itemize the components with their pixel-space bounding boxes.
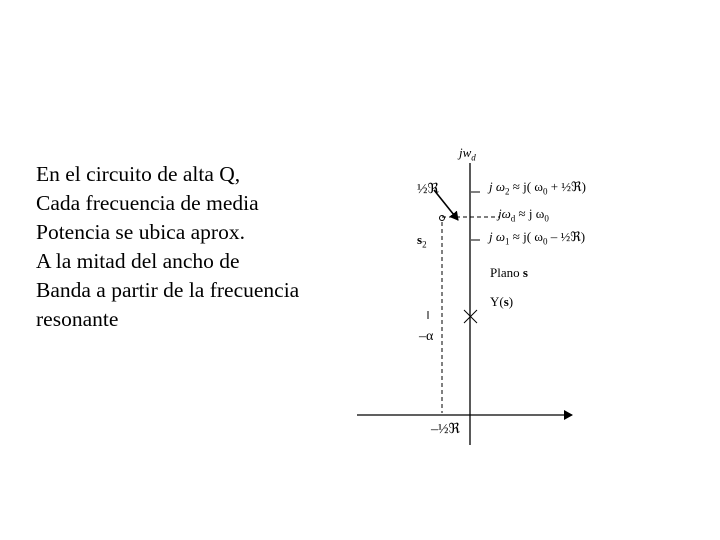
- description-line: Banda a partir de la frecuencia: [36, 278, 300, 302]
- minus-alpha-label: –α: [419, 329, 434, 344]
- y-of-s-label: Y(s): [490, 294, 514, 309]
- minus-half-r-label: –½ℜ: [431, 422, 460, 437]
- half-r-label: ½ℜ: [417, 182, 439, 197]
- plano-s-label: Plano s: [490, 265, 528, 280]
- jw2-equation: j $\omega_2 \approx j$( $\omega_0$ + ½ℜ): [489, 179, 586, 197]
- axis-label-jw: $jw_d$: [459, 145, 476, 163]
- description-line: En el circuito de alta Q,: [36, 162, 241, 186]
- pole-s2: [440, 216, 445, 221]
- description-line: A la mitad del ancho de: [36, 249, 240, 273]
- s2-label: $s_2$: [417, 232, 427, 250]
- jw1-equation: j $\omega_1 \approx j$( $\omega_0$ – ½ℜ): [489, 229, 586, 247]
- description-line: Cada frecuencia de media: [36, 191, 259, 215]
- jwd-equation: $j\omega_d \approx j$ $\omega_0$: [498, 206, 549, 224]
- description-line: resonante: [36, 307, 119, 331]
- description-line: Potencia se ubica aprox.: [36, 220, 245, 244]
